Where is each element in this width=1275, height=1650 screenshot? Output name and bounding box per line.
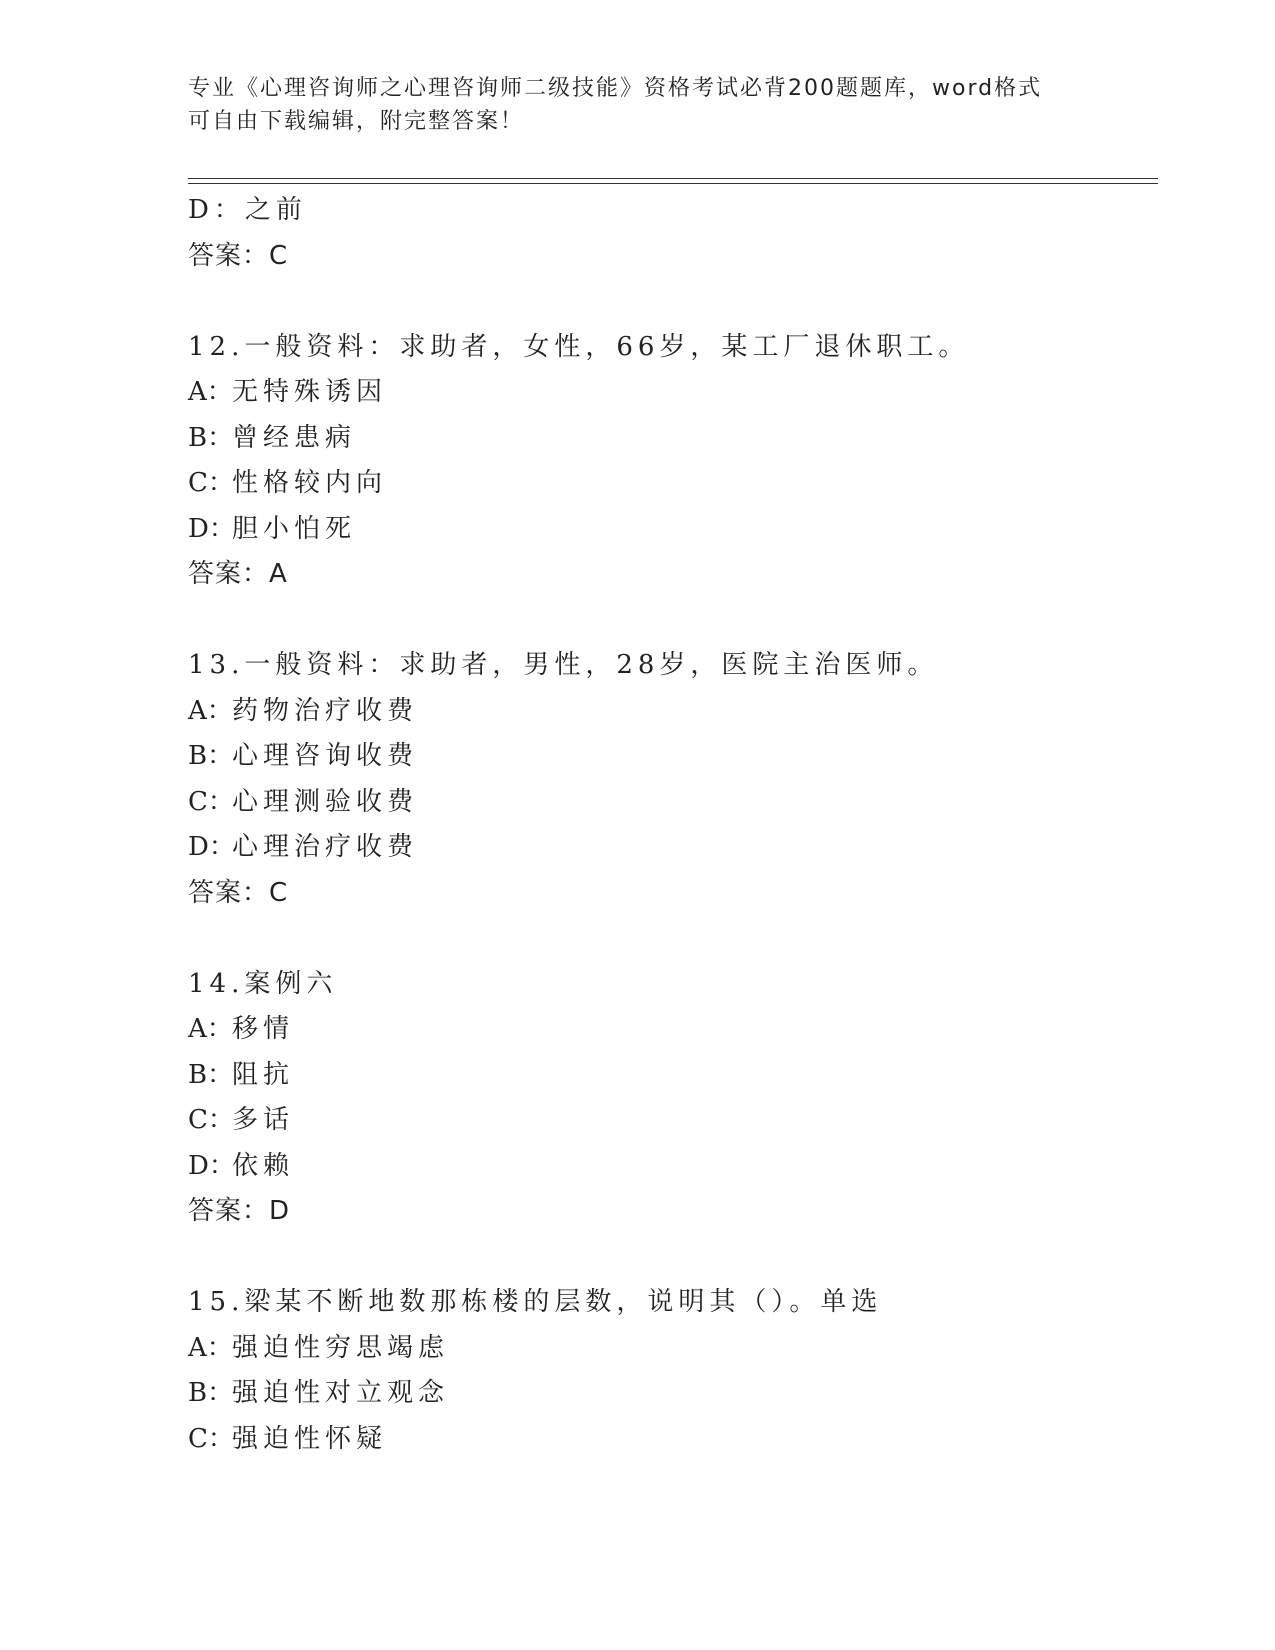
question-14-option-a [188,1007,1138,1053]
question-14-answer: 答案：D [188,1196,291,1226]
question-15-option-a [188,1326,1138,1372]
option-text: 无特殊诱因 [232,377,388,407]
question-15-option-c [188,1417,1138,1463]
option-text: 性格较内向 [232,468,388,498]
spacer [188,279,1138,325]
question-13-option-d [188,825,1138,871]
question-12-option-b [188,416,1138,462]
option-text: 强迫性穷思竭虑 [232,1332,450,1363]
option-key: C： [188,1423,234,1454]
prev-option-d: D：之前 [188,195,307,225]
spacer [188,916,1138,962]
option-key: C： [188,468,234,498]
question-15-option-b [188,1371,1138,1417]
header-title-line-1: 专业《心理咨询师之心理咨询师二级技能》资格考试必背200题题库，word格式 [188,76,1043,101]
option-text: 强迫性怀疑 [232,1423,388,1454]
option-key: B： [188,741,234,771]
question-12-option-d [188,507,1138,553]
option-key: D： [188,832,235,862]
header-title-line-2: 可自由下载编辑，附完整答案！ [188,109,525,134]
option-key: A： [188,377,233,407]
question-13-answer: 答案：C [188,877,289,908]
question-12-option-a [188,370,1138,416]
option-text: 曾经患病 [232,422,357,453]
spacer [188,1235,1138,1281]
question-12-stem: 12.一般资料：求助者，女性，66岁，某工厂退休职工。 [188,331,970,362]
question-14-option-c [188,1098,1138,1144]
option-key: B： [188,1378,234,1408]
option-text: 移情 [232,1014,295,1044]
option-text: 药物治疗收费 [232,695,419,726]
question-13-option-b [188,734,1138,780]
option-text: 强迫性对立观念 [232,1378,450,1408]
option-key: D： [188,1150,235,1181]
question-14-stem: 14.案例六 [188,968,338,999]
option-text: 多话 [232,1105,295,1135]
question-14-option-b [188,1053,1138,1099]
document-header [188,72,1068,138]
question-13-option-c [188,780,1138,826]
question-15-stem: 15.梁某不断地数那栋楼的层数，说明其（）。单选 [188,1287,883,1317]
option-key: A： [188,1332,233,1363]
option-key: D： [188,513,235,544]
option-key: B： [188,1059,234,1090]
option-text: 阻抗 [232,1059,295,1090]
option-key: C： [188,786,234,817]
prev-answer: 答案：C [188,240,289,271]
header-divider-top [188,178,1158,179]
option-key: A： [188,695,233,726]
question-13-option-a [188,689,1138,735]
option-text: 心理测验收费 [232,786,419,817]
option-text: 心理咨询收费 [232,741,419,771]
question-12-answer: 答案：A [188,559,288,589]
option-key: B： [188,422,234,453]
question-list [188,188,1138,1462]
option-key: C： [188,1105,234,1135]
header-divider-bottom [188,183,1158,184]
question-13-stem: 13.一般资料：求助者，男性，28岁，医院主治医师。 [188,650,939,680]
option-text: 心理治疗收费 [232,832,419,862]
spacer [188,598,1138,644]
question-12-option-c [188,461,1138,507]
question-14-option-d [188,1144,1138,1190]
option-key: A： [188,1014,233,1044]
option-text: 胆小怕死 [232,513,357,544]
option-text: 依赖 [232,1150,295,1181]
